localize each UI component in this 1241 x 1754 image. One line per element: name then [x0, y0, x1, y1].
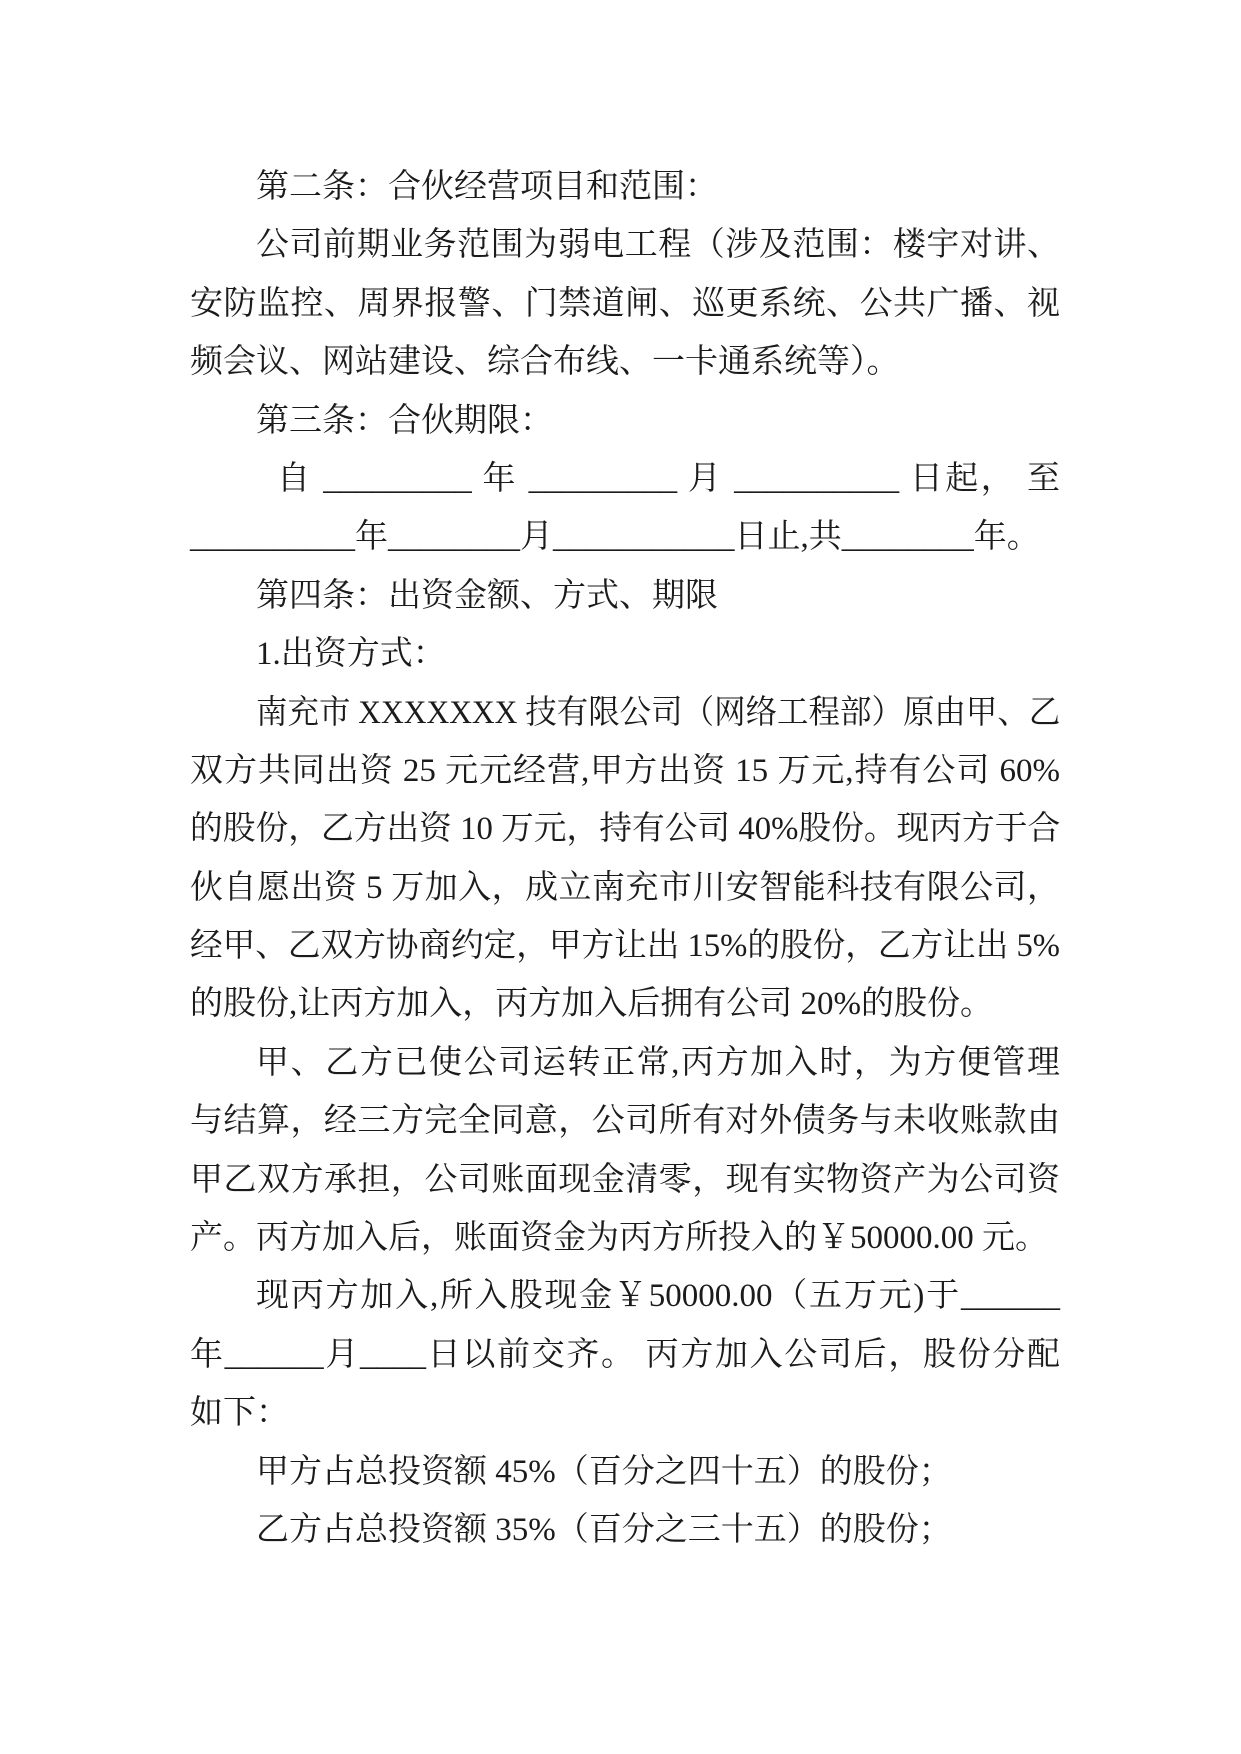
text-line: 甲乙双方承担，公司账面现金清零，现有实物资产为公司资 — [190, 1161, 1060, 1198]
text-line: 第三条：合伙期限： — [256, 402, 553, 439]
text-line: 与结算，经三方完全同意，公司所有对外债务与未收账款由 — [190, 1103, 1060, 1140]
text-line: 如下： — [190, 1395, 289, 1432]
business-scope-paragraph — [190, 216, 1060, 391]
text-line: 安防监控、周界报警、门禁道闸、巡更系统、公共广播、视 — [190, 285, 1060, 322]
text-line: 经甲、乙双方协商约定，甲方让出 15%的股份，乙方让出 5% — [190, 928, 1060, 965]
text-line: 第四条：出资金额、方式、期限 — [256, 577, 718, 614]
text-line: 乙方占总投资额 35%（百分之三十五）的股份； — [256, 1511, 952, 1548]
text-line: 产。丙方加入后，账面资金为丙方所投入的￥50000.00 元。 — [190, 1220, 1048, 1257]
debt-settlement-paragraph — [190, 1034, 1060, 1268]
text-line: 频会议、网站建设、综合布线、一卡通系统等）。 — [190, 344, 900, 381]
clause-4-heading — [190, 567, 1060, 625]
capital-contribution-paragraph — [190, 684, 1060, 1034]
text-line: 甲、乙方已使公司运转正常,丙方加入时，为方便管理 — [256, 1044, 1060, 1081]
text-line: 公司前期业务范围为弱电工程（涉及范围：楼宇对讲、 — [256, 227, 1060, 264]
text-line: 双方共同出资 25 元元经营,甲方出资 15 万元,持有公司 60% — [190, 752, 1060, 789]
text-line: 年______月____日以前交齐。 丙方加入公司后，股份分配 — [190, 1336, 1060, 1373]
contribution-method-heading — [190, 625, 1060, 683]
text-line: 甲方占总投资额 45%（百分之四十五）的股份； — [256, 1453, 952, 1490]
text-line: __________年________月___________日止,共________年。 — [190, 519, 1040, 556]
text-line: 南充市 XXXXXXX 技有限公司（网络工程部）原由甲、乙 — [256, 694, 1061, 731]
party-b-share-line — [190, 1501, 1060, 1559]
text-line: 第二条：合伙经营项目和范围： — [256, 169, 718, 205]
document-body — [190, 158, 1060, 1559]
text-line: 伙自愿出资 5 万加入，成立南充市川安智能科技有限公司， — [190, 869, 1060, 906]
text-line: 的股份，乙方出资 10 万元，持有公司 40%股份。现丙方于合 — [190, 811, 1061, 848]
text-line: 的股份,让丙方加入，丙方加入后拥有公司 20%的股份。 — [190, 986, 993, 1023]
partnership-term-paragraph — [190, 450, 1060, 567]
payment-deadline-paragraph — [190, 1267, 1060, 1442]
clause-3-heading — [190, 392, 1060, 450]
text-line: 自 _________ 年 _________ 月 __________ 日起， 至 — [277, 460, 1060, 497]
party-a-share-line — [190, 1443, 1060, 1501]
clause-2-heading — [190, 158, 1060, 216]
text-line: 1.出资方式： — [256, 636, 446, 673]
text-line: 现丙方加入,所入股现金￥50000.00（五万元)于______ — [256, 1278, 1060, 1315]
